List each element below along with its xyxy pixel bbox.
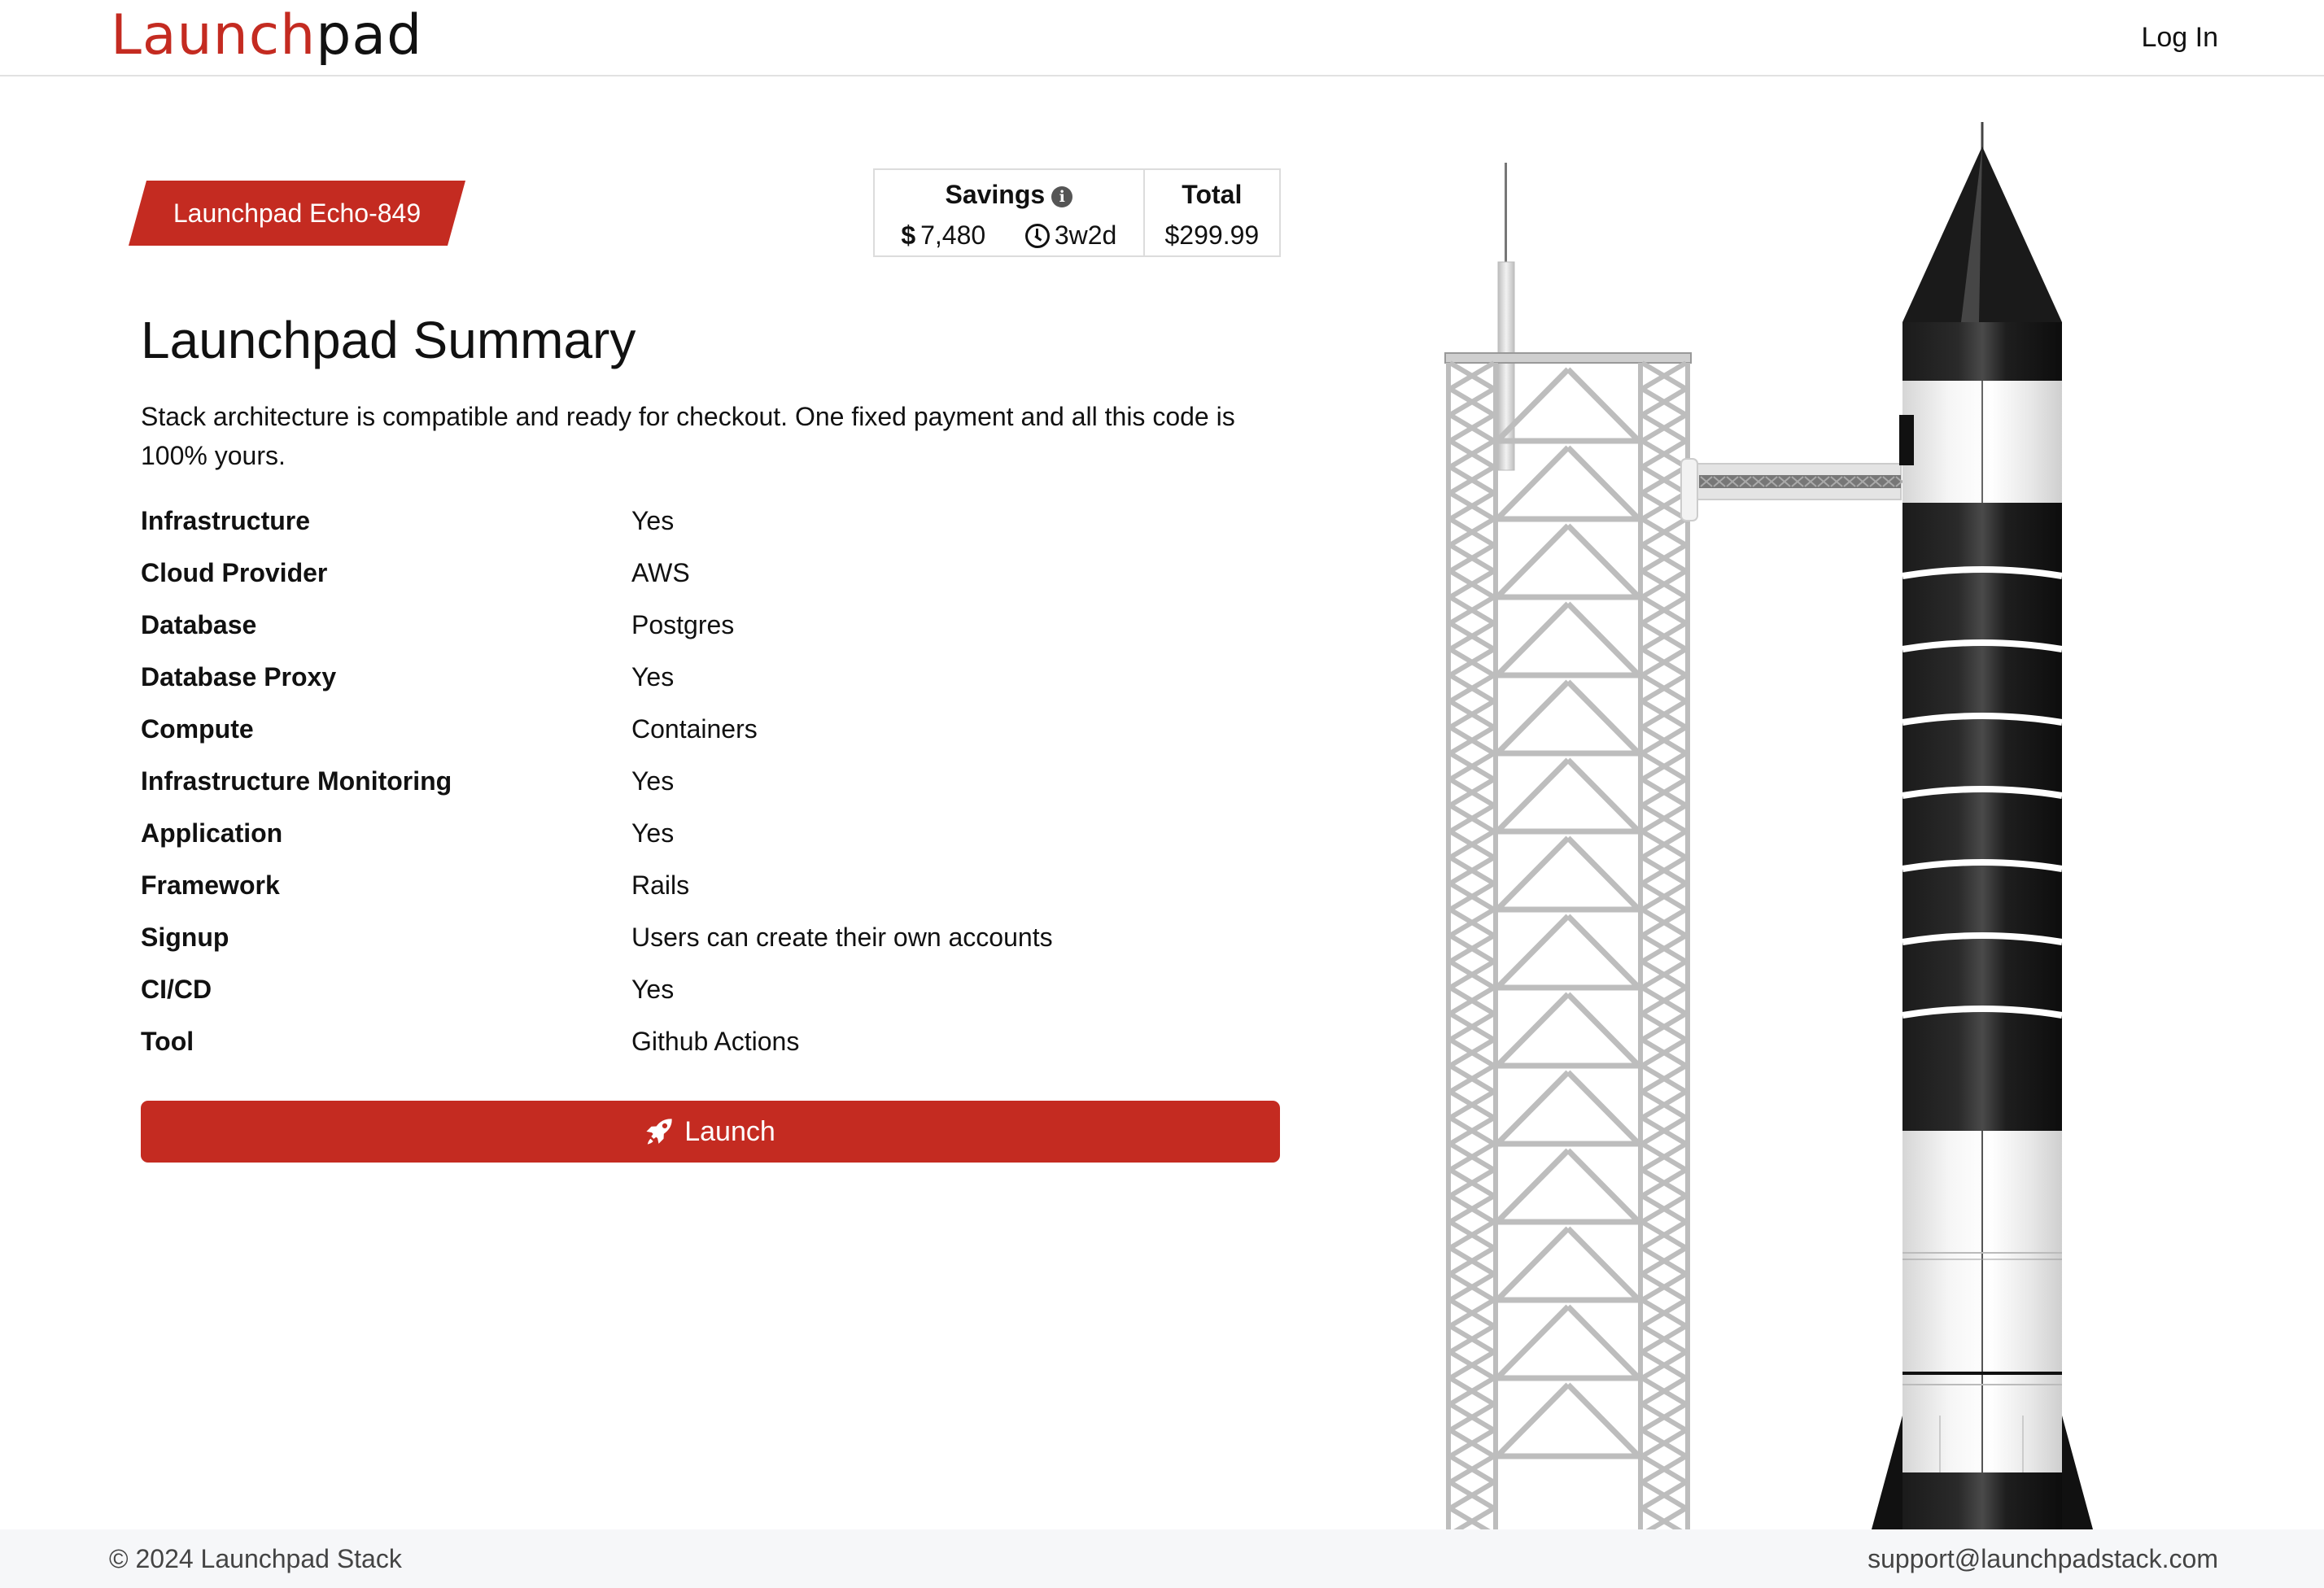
savings-values <box>875 219 1143 251</box>
savings-time <box>1025 219 1117 251</box>
summary-value: Containers <box>631 714 758 744</box>
rocket-icon <box>645 1118 673 1145</box>
dollar-icon: $ <box>901 220 916 250</box>
total-amount: $299.99 <box>1164 220 1260 250</box>
site-footer <box>0 1529 2324 1588</box>
savings-amount-value: 7,480 <box>920 220 986 250</box>
summary-value: Users can create their own accounts <box>631 923 1053 952</box>
summary-row <box>141 709 1280 761</box>
launch-label: Launch <box>684 1116 775 1147</box>
summary-key: CI/CD <box>141 975 212 1004</box>
summary-row <box>141 814 1280 866</box>
summary-row <box>141 970 1280 1022</box>
summary-value: Yes <box>631 506 675 535</box>
pricing-box <box>873 168 1281 257</box>
site-header <box>0 0 2324 76</box>
clock-icon <box>1025 224 1050 248</box>
summary-value: Yes <box>631 818 675 848</box>
support-email-link[interactable]: support@launchpadstack.com <box>1868 1544 2218 1573</box>
savings-label: Savings <box>945 180 1046 209</box>
rocket-launch-tower-graphic <box>1432 114 2165 1529</box>
summary-key: Cloud Provider <box>141 558 328 587</box>
summary-value: Yes <box>631 975 675 1004</box>
copyright-text: © 2024 Launchpad Stack <box>109 1544 402 1573</box>
summary-row <box>141 501 1280 553</box>
summary-value: Github Actions <box>631 1027 800 1056</box>
summary-value: Yes <box>631 766 675 796</box>
summary-key: Database Proxy <box>141 662 337 691</box>
total-label: Total <box>1182 180 1243 209</box>
summary-row <box>141 553 1280 605</box>
summary-description: Stack architecture is compatible and ready for checkout. One fixed payment and all this code is 100% yours. <box>141 402 1235 470</box>
savings-column <box>875 170 1145 255</box>
savings-amount <box>901 219 985 251</box>
summary-key: Database <box>141 610 257 639</box>
summary-key: Framework <box>141 870 280 900</box>
summary-row <box>141 866 1280 918</box>
summary-row <box>141 918 1280 970</box>
rocket-tower-illustration <box>1432 114 2165 1533</box>
logo-part-pad: pad <box>316 3 423 68</box>
summary-key: Infrastructure Monitoring <box>141 766 452 796</box>
summary-row <box>141 657 1280 709</box>
summary-value: Yes <box>631 662 675 691</box>
summary-row <box>141 761 1280 814</box>
launchpad-name-badge <box>129 181 465 246</box>
logo[interactable] <box>111 2 422 70</box>
summary-key: Compute <box>141 714 254 744</box>
summary-row <box>141 1022 1280 1074</box>
summary-value: AWS <box>631 558 690 587</box>
savings-header <box>875 178 1143 211</box>
summary-key: Infrastructure <box>141 506 311 535</box>
launch-button[interactable] <box>141 1101 1280 1163</box>
badge-label: Launchpad Echo-849 <box>173 198 422 228</box>
summary-value: Postgres <box>631 610 735 639</box>
summary-row <box>141 605 1280 657</box>
summary-key: Signup <box>141 923 229 952</box>
page-title: Launchpad Summary <box>141 311 636 369</box>
savings-time-value: 3w2d <box>1054 220 1117 250</box>
summary-list <box>141 501 1280 1074</box>
summary-key: Tool <box>141 1027 194 1056</box>
login-link[interactable]: Log In <box>2141 22 2218 53</box>
logo-part-launch: Launch <box>111 3 317 68</box>
summary-value: Rails <box>631 870 690 900</box>
summary-key: Application <box>141 818 283 848</box>
info-icon[interactable]: i <box>1051 186 1072 207</box>
total-column <box>1145 170 1279 255</box>
